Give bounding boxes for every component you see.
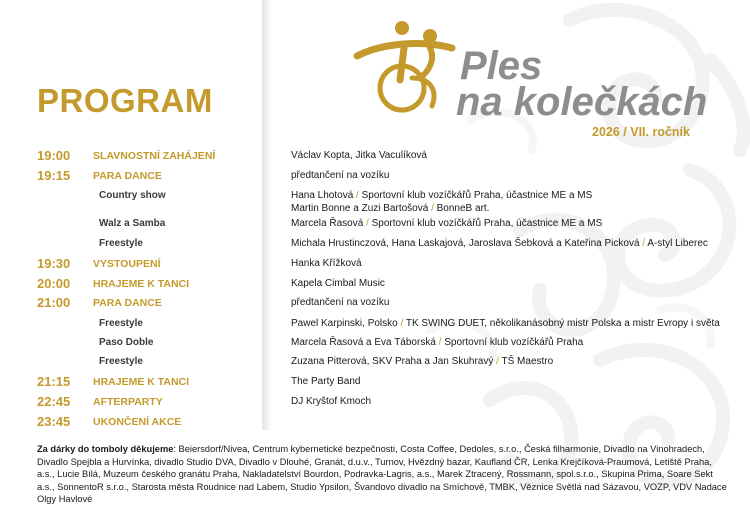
performer-text: Marcela Řasová [291, 218, 364, 229]
schedule-row [0, 148, 750, 166]
performer-text: Zuzana Pitterová, SKV Praha a Jan Skuhravý [291, 356, 494, 367]
schedule-row [0, 256, 750, 274]
schedule-time: 20:00 [37, 276, 71, 291]
performer-text: Hanka Křížková [291, 258, 362, 269]
logo-line-1: Ples [460, 44, 543, 88]
schedule-row [0, 236, 750, 254]
schedule-subevent: Paso Doble [99, 337, 154, 348]
performer-text: TŠ Maestro [501, 356, 554, 367]
performer-text: BonneB art. [436, 202, 490, 214]
logo-line-2: na kolečkách [456, 80, 708, 124]
schedule-time: 21:15 [37, 374, 71, 389]
schedule-event: HRAJEME K TANCI [93, 376, 190, 388]
performer-text: Michala Hrustinczová, Hana Laskajová, Jaroslava Šebková a Kateřina Picková [291, 238, 640, 249]
schedule-event: PARA DANCE [93, 170, 162, 182]
schedule-time: 19:00 [37, 148, 71, 163]
schedule-subevent: Walz a Samba [99, 218, 166, 229]
sponsors-lead: Za dárky do tomboly děkujeme [37, 444, 174, 454]
schedule-performers [291, 170, 389, 183]
schedule-row [0, 354, 750, 372]
performer-text: předtančení na vozíku [291, 170, 390, 181]
performer-text: TK SWING DUET, několikanásobný mistr Polska a mistr Evropy i světa [405, 318, 720, 329]
schedule-performers [291, 337, 583, 350]
event-logo [352, 18, 732, 148]
separator-slash: / [493, 356, 502, 367]
performer-text: Kapela Cimbal Music [291, 278, 385, 289]
performer-text: Sportovní klub vozíčkářů Praha, účastnice ME a MS [371, 218, 603, 229]
schedule-performers [291, 297, 389, 310]
separator-slash: / [353, 190, 362, 201]
schedule-performers [291, 356, 553, 369]
schedule-event: UKONČENÍ AKCE [93, 416, 182, 428]
performer-text: Martin Bonne a Zuzi Bartošová [291, 202, 429, 214]
schedule-event: AFTERPARTY [93, 396, 163, 408]
schedule-row [0, 295, 750, 313]
edition-label: 2026 / VII. ročník [592, 125, 690, 139]
schedule-event: SLAVNOSTNÍ ZAHÁJENÍ [93, 150, 216, 162]
performer-text: Hana Lhotová [291, 190, 354, 201]
schedule-row [0, 216, 750, 234]
schedule-time: 22:45 [37, 394, 71, 409]
schedule-performers [291, 258, 362, 271]
schedule-performers [291, 376, 360, 389]
schedule-row [0, 414, 750, 432]
schedule-event: VYSTOUPENÍ [93, 258, 161, 270]
performer-text: Václav Kopta, Jitka Vaculíková [291, 150, 427, 161]
performer-text: Pawel Karpinski, Polsko [291, 318, 398, 329]
schedule-subevent: Country show [99, 190, 166, 201]
schedule-subevent: Freestyle [99, 238, 143, 249]
schedule-row [0, 168, 750, 186]
separator-slash: / [363, 218, 372, 229]
separator-slash: / [435, 337, 445, 348]
sponsors-note [37, 443, 727, 506]
performer-text: Marcela Řasová a Eva Táborská [291, 337, 436, 348]
schedule-performers [291, 190, 592, 215]
schedule-time: 19:15 [37, 168, 71, 183]
schedule-row [0, 335, 750, 353]
schedule-time: 23:45 [37, 414, 71, 429]
schedule-performers [291, 396, 371, 409]
schedule-performers [291, 238, 708, 251]
schedule-row [0, 374, 750, 392]
page-title: PROGRAM [37, 82, 213, 119]
schedule-performers [291, 150, 427, 163]
separator-slash: / [639, 238, 648, 249]
performer-text: DJ Kryštof Kmoch [291, 396, 372, 407]
schedule-subevent: Freestyle [99, 318, 143, 329]
schedule-performers [291, 318, 720, 331]
schedule-time: 19:30 [37, 256, 71, 271]
performer-text: Sportovní klub vozíčkářů Praha, účastnice ME a MS [361, 190, 593, 201]
sponsors-list: : Beiersdorf/Nivea, Centrum kybernetické bezpečnosti, Costa Coffee, Dedoles, s.r.o., Česká filharmonie, Divadlo na Vinohradech, Divadlo Spejbla a Hurvínka, divadlo Studio DVA, Divadlo v Dlouhé, Granát, d.u.v., Turnov, Hvězdný bazar, Kaufland ČR, Lenka Krejčíková-Praumová, Letiště Praha, a.s., Lucie Bílá, Muzeum českého granátu Praha, Nakladatelství Bourdon, Podravka-Lagris, a.s., Marek Ztracený, Rossmann, spol.s.r.o., Skupina Prima, Soare Sekt a.s., SonnentoR s.r.o., Starosta města Roudnice nad Labem, Studio Ypsilon, Švandovo divadlo na Smíchově, TMBK, Věznice Světlá nad Sázavou, VOZP, VDV Nadace Olgy Havlové [37, 444, 727, 504]
schedule-event: PARA DANCE [93, 297, 162, 309]
separator-slash: / [428, 202, 437, 214]
dancers-wheelchair-logo-icon [352, 18, 462, 118]
schedule-subevent: Freestyle [99, 356, 143, 367]
performer-text: A-styl Liberec [647, 238, 708, 249]
performer-text: Sportovní klub vozíčkářů Praha [444, 337, 584, 348]
schedule-performers [291, 278, 385, 291]
performer-text: The Party Band [291, 376, 361, 387]
schedule-performers [291, 218, 602, 231]
schedule-row [0, 188, 750, 214]
schedule-time: 21:00 [37, 295, 71, 310]
schedule-row [0, 276, 750, 294]
separator-slash: / [397, 318, 406, 329]
performer-text: předtančení na vozíku [291, 297, 390, 308]
schedule-row [0, 316, 750, 334]
schedule-event: HRAJEME K TANCI [93, 278, 190, 290]
schedule-row [0, 394, 750, 412]
